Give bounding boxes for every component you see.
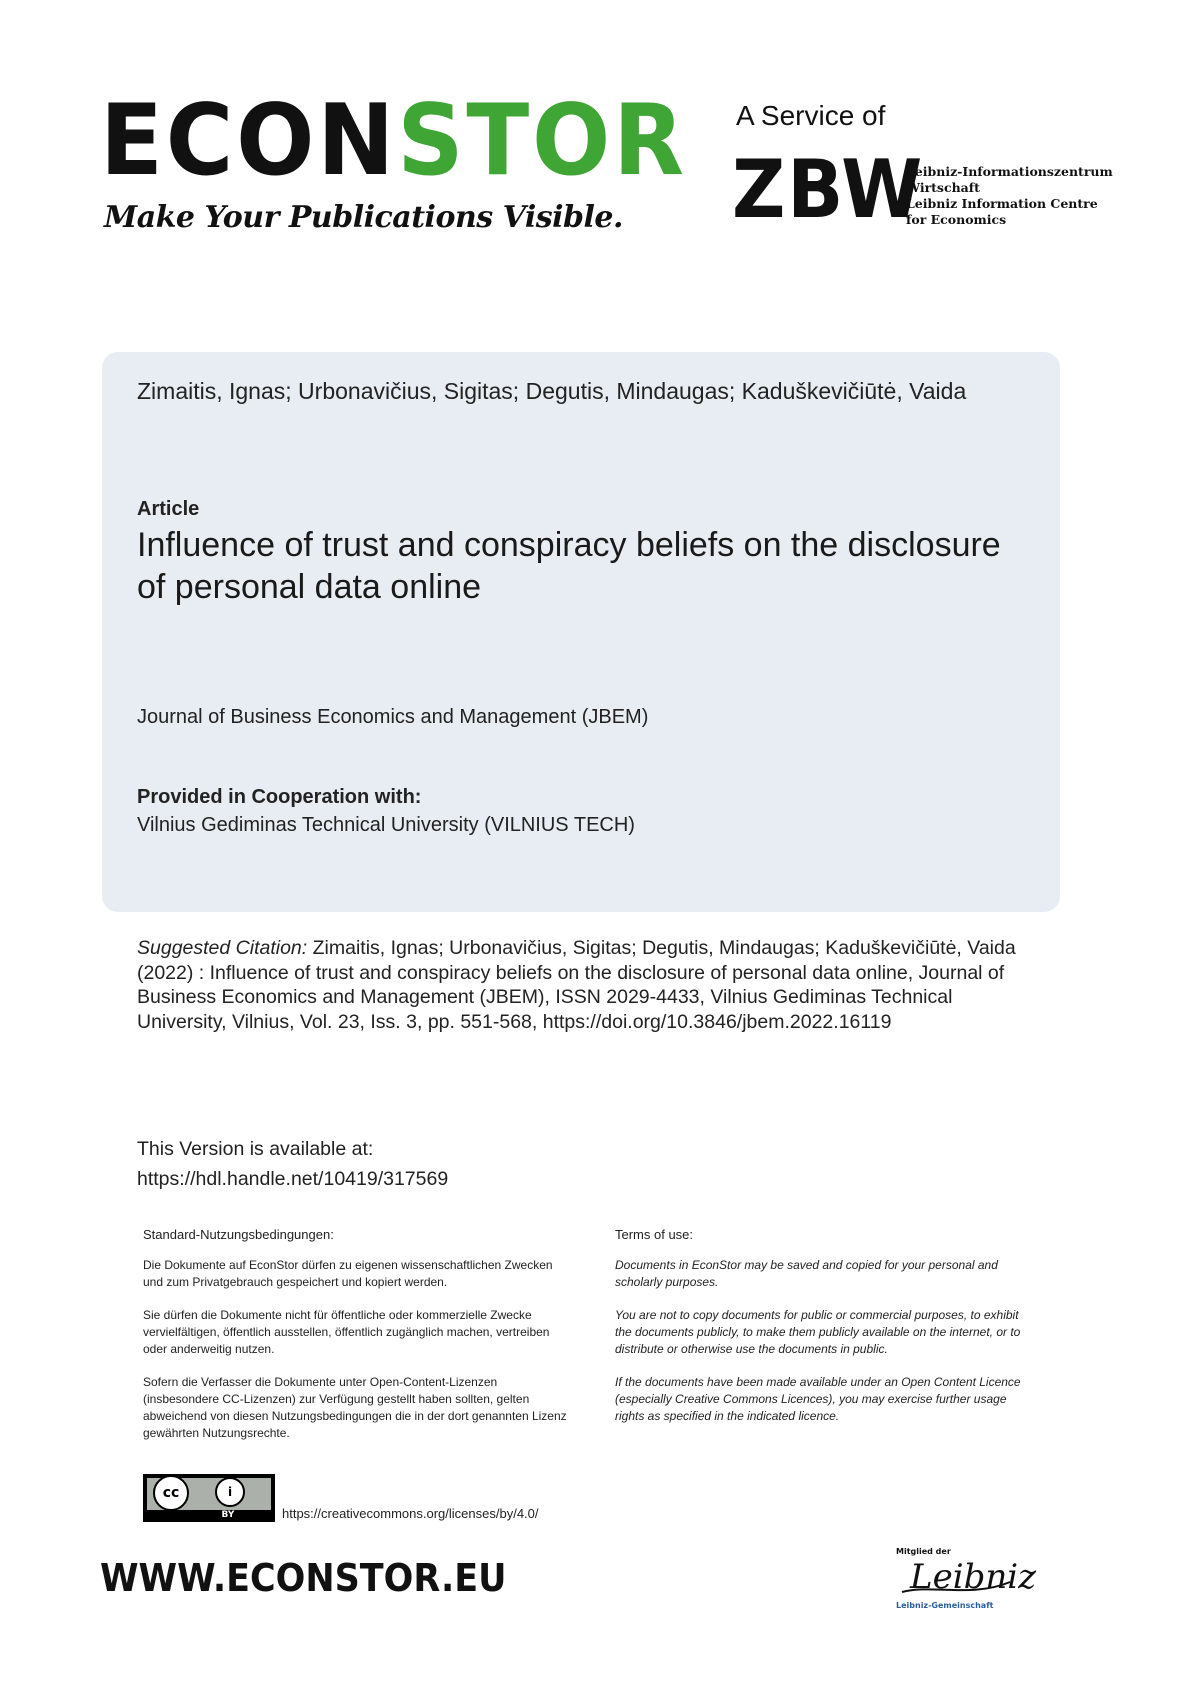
logo-econ: ECON <box>100 84 398 198</box>
econstor-website-link[interactable]: WWW.ECONSTOR.EU <box>100 1556 507 1600</box>
document-title: Influence of trust and conspiracy beliefs on the disclosure of personal data online <box>137 526 1001 606</box>
leibniz-signature-icon <box>892 1540 1037 1620</box>
version-label: This Version is available at: <box>137 1138 374 1160</box>
zbw-description <box>906 164 1113 228</box>
cc-by-label: BY <box>221 1510 235 1520</box>
service-label: A Service of <box>736 100 886 131</box>
econstor-logo[interactable] <box>100 84 724 198</box>
leibniz-signature-text: Leibniz <box>910 1557 1037 1597</box>
leibniz-bottom-text: Leibniz-Gemeinschaft <box>896 1601 994 1610</box>
terms-german-paragraph: Sofern die Verfasser die Dokumente unter Open-Content-Lizenzen (insbesondere CC-Lizenzen) zur Verfügung gestellt haben sollten, gelten abweichend von diesen Nutzungsbedingungen die in der dort genannten Lizenz gewährten Nutzungsrechte. <box>143 1375 567 1440</box>
tagline: Make Your Publications Visible. <box>104 200 623 235</box>
terms-english-heading: Terms of use: <box>615 1227 694 1242</box>
leibniz-top-text: Mitglied der <box>896 1547 951 1556</box>
terms-english <box>615 1226 1035 1441</box>
zbw-line: Leibniz Information Centre <box>906 196 1098 211</box>
zbw-line: for Economics <box>906 212 1007 227</box>
citation-label: Suggested Citation: <box>137 937 308 959</box>
terms-german-paragraph: Sie dürfen die Dokumente nicht für öffentliche oder kommerzielle Zwecke vervielfältigen, öffentlich ausstellen, öffentlich zugänglich machen, vertreiben oder anderweitig nutzen. <box>143 1308 550 1356</box>
zbw-logo[interactable]: ZBW <box>732 143 925 236</box>
terms-english-paragraph: Documents in EconStor may be saved and copied for your personal and scholarly purposes. <box>615 1258 998 1289</box>
cooperation-label: Provided in Cooperation with: <box>137 786 422 808</box>
version-link[interactable]: https://hdl.handle.net/10419/317569 <box>137 1168 449 1190</box>
terms-german-paragraph: Die Dokumente auf EconStor dürfen zu eigenen wissenschaftlichen Zwecken und zum Privatgebrauch gespeichert und kopiert werden. <box>143 1258 553 1289</box>
terms-english-paragraph: If the documents have been made available under an Open Content Licence (especially Creative Commons Licences), you may exercise further usage rights as specified in the indicated licence. <box>615 1375 1021 1423</box>
leibniz-logo <box>892 1540 1037 1620</box>
zbw-line: Leibniz-Informationszentrum <box>906 164 1113 179</box>
terms-german <box>143 1226 573 1458</box>
zbw-line: Wirtschaft <box>906 180 980 195</box>
document-type-label: Article <box>137 498 200 520</box>
authors: Zimaitis, Ignas; Urbonavičius, Sigitas; Degutis, Mindaugas; Kaduškevičiūtė, Vaida <box>137 378 967 404</box>
terms-german-heading: Standard-Nutzungsbedingungen: <box>143 1227 334 1242</box>
cc-by-badge[interactable] <box>143 1474 275 1522</box>
attribution-icon: i <box>215 1477 245 1507</box>
suggested-citation <box>137 936 1017 1034</box>
license-link[interactable]: https://creativecommons.org/licenses/by/4.0/ <box>282 1506 539 1521</box>
citation-text: Zimaitis, Ignas; Urbonavičius, Sigitas; Degutis, Mindaugas; Kaduškevičiūtė, Vaida (2022) : Influence of trust and conspiracy beliefs on the disclosure of personal data online, Journal of Business Economics and Management (JBEM), ISSN 2029-4433, Vilnius Gediminas Technical University, Vilnius, Vol. 23, Iss. 3, pp. 551-568, https://doi.org/10.3846/jbem.2022.16119 <box>137 937 1016 1033</box>
cooperation-institution: Vilnius Gediminas Technical University (VILNIUS TECH) <box>137 814 635 836</box>
terms-english-paragraph: You are not to copy documents for public or commercial purposes, to exhibit the documents publicly, to make them publicly available on the internet, or to distribute or otherwise use the documents in public. <box>615 1308 1021 1356</box>
journal-name: Journal of Business Economics and Management (JBEM) <box>137 706 649 728</box>
cc-icon: cc <box>153 1475 189 1511</box>
logo-stor: STOR <box>397 84 687 198</box>
